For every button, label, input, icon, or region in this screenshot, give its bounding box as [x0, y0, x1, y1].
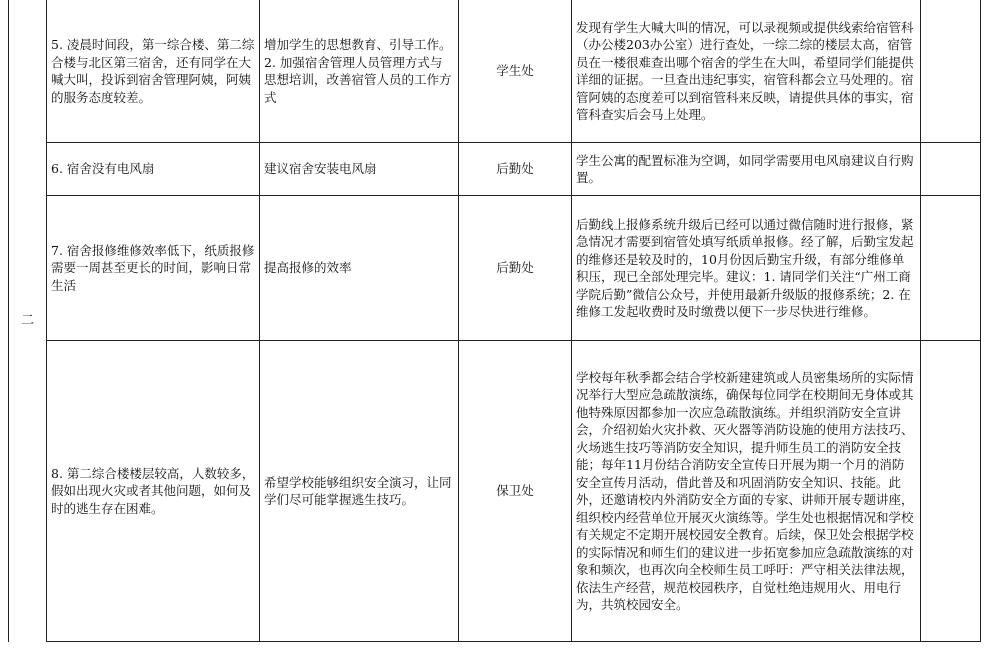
group-number-cell: 二 [9, 0, 47, 642]
table-row [9, 143, 981, 196]
remark-cell [921, 196, 981, 341]
feedback-table [8, 0, 981, 642]
department-cell: 后勤处 [459, 196, 572, 341]
remark-cell [921, 0, 981, 143]
issue-cell: 5. 凌晨时间段，第一综合楼、第二综合楼与北区第三宿舍，还有同学在大喊大叫，投诉到宿舍管理阿姨，阿姨的服务态度较差。 [47, 0, 260, 143]
remark-cell [921, 341, 981, 642]
response-cell: 后勤线上报修系统升级后已经可以通过微信随时进行报修，紧急情况才需要到宿管处填写纸质单报修。经了解，后勤宝发起的维修还是较及时的，10月份因后勤宝升级，有部分维修单积压，现已全部处理完毕。建议：1. 请同学们关注“广州工商学院后勤”微信公众号，并使用最新升级版的报修系统；2. 在维修工发起收费时及时缴费以便下一步尽快进行维修。 [572, 196, 921, 341]
issue-cell: 6. 宿舍没有电风扇 [47, 143, 260, 196]
response-cell: 发现有学生大喊大叫的情况，可以录视频或提供线索给宿管科（办公楼203办公室）进行查处，一综二综的楼层太高，宿管员在一楼很难查出哪个宿舍的学生在大叫，希望同学们能提供详细的证据。一旦查出违纪事实，宿管科都会立马处理的。宿管阿姨的态度差可以到宿管科来反映，请提供具体的事实，宿管科查实后会马上处理。 [572, 0, 921, 143]
table-row [9, 0, 981, 143]
suggestion-cell: 提高报修的效率 [260, 196, 459, 341]
suggestion-cell: 希望学校能够组织安全演习，让同学们尽可能掌握逃生技巧。 [260, 341, 459, 642]
response-cell: 学生公寓的配置标准为空调，如同学需要用电风扇建议自行购置。 [572, 143, 921, 196]
suggestion-cell: 建议宿舍安装电风扇 [260, 143, 459, 196]
department-cell: 后勤处 [459, 143, 572, 196]
issue-cell: 8. 第二综合楼楼层较高，人数较多，假如出现火灾或者其他问题，如何及时的逃生存在困难。 [47, 341, 260, 642]
response-cell: 学校每年秋季都会结合学校新建建筑或人员密集场所的实际情况举行大型应急疏散演练，确保每位同学在校期间无身体或其他特殊原因都参加一次应急疏散演练。并组织消防安全宣讲会，介绍初始火灾扑救、灭火器等消防设施的使用方法技巧、火场逃生技巧等消防安全知识，提升师生员工的消防安全技能；每年11月份结合消防安全宣传日开展为期一个月的消防安全宣传月活动，借此普及和巩固消防安全知识、技能。此外，还邀请校内外消防安全方面的专家、讲师开展专题讲座，组织校内经营单位开展灭火演练等。学生处也根据情况和学校有关规定不定期开展校园安全教育。后续，保卫处会根据学校的实际情况和师生们的建议进一步拓宽参加应急疏散演练的对象和频次，也再次向全校师生员工呼吁：严守相关法律法规，依法生产经营，规范校园秩序，自觉杜绝违规用火、用电行为，共筑校园安全。 [572, 341, 921, 642]
issue-cell: 7. 宿舍报修维修效率低下，纸质报修需要一周甚至更长的时间，影响日常生活 [47, 196, 260, 341]
department-cell: 保卫处 [459, 341, 572, 642]
table-row [9, 341, 981, 642]
remark-cell [921, 143, 981, 196]
department-cell: 学生处 [459, 0, 572, 143]
suggestion-cell: 增加学生的思想教育、引导工作。2. 加强宿舍管理人员管理方式与思想培训，改善宿管人员的工作方式 [260, 0, 459, 143]
table-row [9, 196, 981, 341]
